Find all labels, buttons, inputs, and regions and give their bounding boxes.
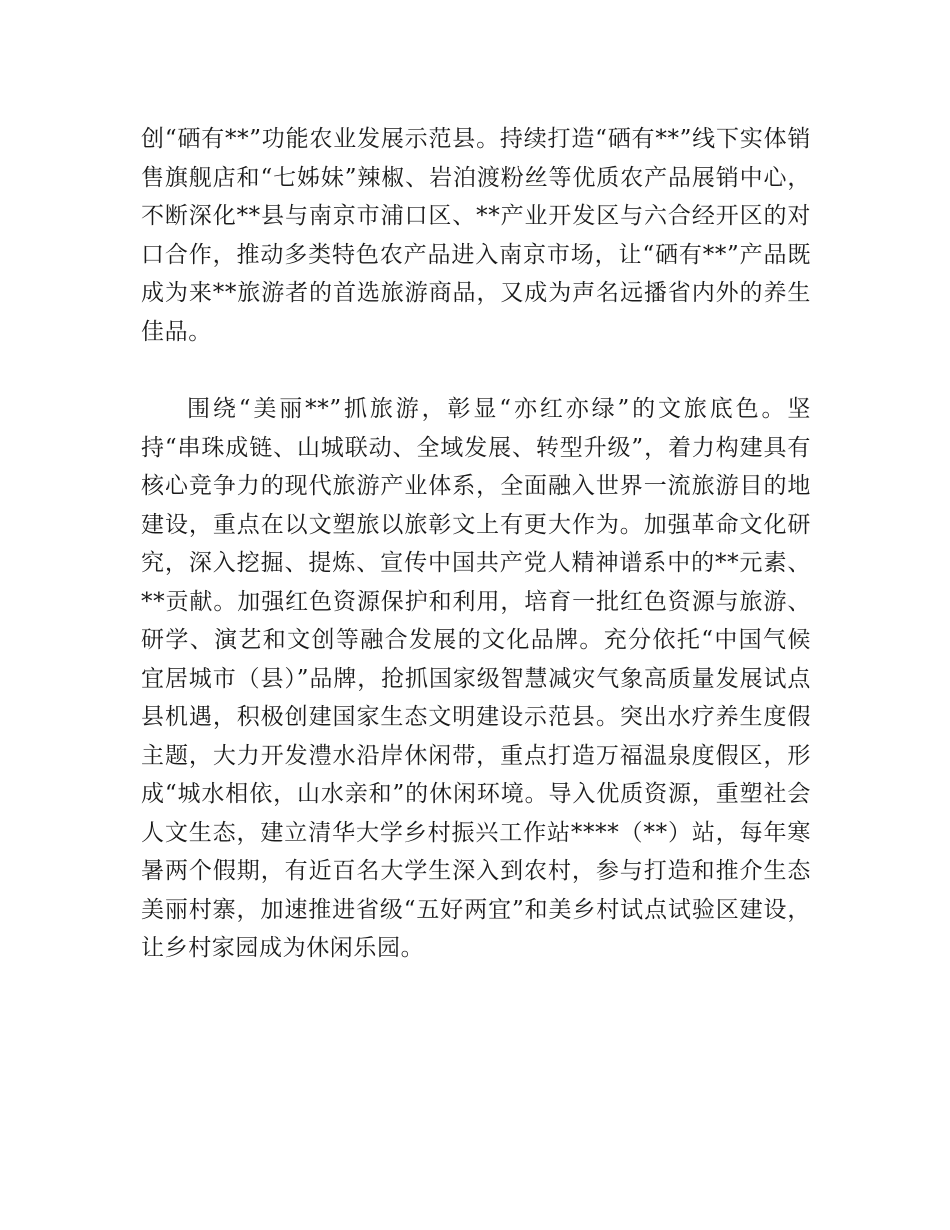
paragraph-text: 创“硒有**”功能农业发展示范县。持续打造“硒有**”线下实体销售旗舰店和“七姊妹”辣椒、岩泊渡粉丝等优质农产品展销中心，不断深化**县与南京市浦口区、**产业开发区与六合经开区的对口合作，推动多类特色农产品进入南京市场，让“硒有**”产品既成为来**旅游者的首选旅游商品，又成为声名远播省内外的养生佳品。 (141, 126, 811, 345)
paragraph-2 (141, 390, 811, 968)
paragraph-text: 围绕“美丽**”抓旅游，彰显“亦红亦绿”的文旅底色。坚持“串珠成链、山城联动、全域发展、转型升级”，着力构建具有核心竞争力的现代旅游产业体系，全面融入世界一流旅游目的地建设，重点在以文塑旅以旅彰文上有更大作为。加强革命文化研究，深入挖掘、提炼、宣传中国共产党人精神谱系中的**元素、**贡献。加强红色资源保护和利用，培育一批红色资源与旅游、研学、演艺和文创等融合发展的文化品牌。充分依托“中国气候宜居城市（县）”品牌，抢抓国家级智慧减灾气象高质量发展试点县机遇，积极创建国家生态文明建设示范县。突出水疗养生度假主题，大力开发澧水沿岸休闲带，重点打造万福温泉度假区，形成“城水相依，山水亲和”的休闲环境。导入优质资源，重塑社会人文生态，建立清华大学乡村振兴工作站****（**）站，每年寒暑两个假期，有近百名大学生深入到农村，参与打造和推介生态美丽村寨，加速推进省级“五好两宜”和美乡村试点试验区建设，让乡村家园成为休闲乐园。 (141, 396, 811, 961)
paragraph-1 (141, 120, 811, 351)
